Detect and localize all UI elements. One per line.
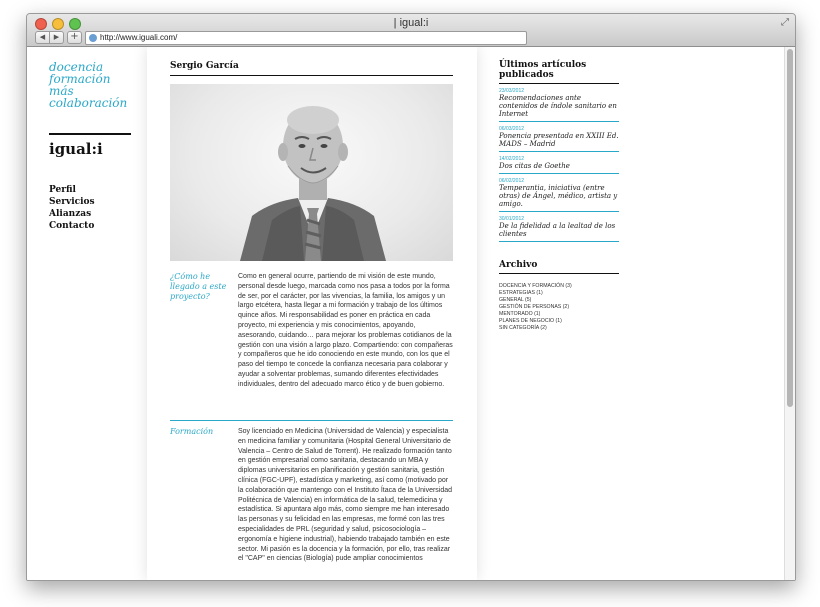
section-label: Formación bbox=[170, 427, 214, 436]
scrollbar-thumb[interactable] bbox=[787, 49, 793, 407]
section-divider bbox=[170, 420, 453, 421]
page-viewport bbox=[27, 47, 795, 580]
category-link[interactable]: MENTORADO (1) bbox=[499, 311, 541, 317]
site-tagline bbox=[49, 61, 127, 109]
article-date: 30/01/2012 bbox=[499, 216, 525, 222]
logo-divider bbox=[49, 133, 131, 135]
globe-icon bbox=[89, 34, 97, 42]
category-link[interactable]: ESTRATEGIAS (1) bbox=[499, 290, 543, 296]
main-nav bbox=[49, 184, 95, 232]
article-link[interactable]: Temperantia, iniciativa (entre otras) de Ángel, médico, artista y amigo. bbox=[499, 184, 618, 208]
article-link[interactable]: De la fidelidad a la lealtad de los clientes bbox=[499, 222, 616, 238]
nav-item-contacto[interactable]: Contacto bbox=[49, 221, 95, 231]
section-formacion bbox=[170, 427, 453, 580]
category-link[interactable]: GESTIÓN DE PERSONAS (2) bbox=[499, 304, 570, 310]
nav-item-perfil[interactable]: Perfil bbox=[49, 185, 76, 195]
tagline-line: colaboración bbox=[49, 96, 128, 110]
vertical-scrollbar[interactable] bbox=[784, 47, 795, 580]
article-link[interactable]: Ponencia presentada en XXIII Ed. MADS – Madrid bbox=[499, 132, 619, 148]
article-date: 14/02/2012 bbox=[499, 156, 525, 162]
archive bbox=[499, 260, 619, 332]
profile-column bbox=[147, 47, 477, 580]
article-link[interactable]: Dos citas de Goethe bbox=[499, 162, 570, 170]
nav-item-alianzas[interactable]: Alianzas bbox=[49, 209, 92, 219]
section-text: Como en general ocurre, partiendo de mi visión de este mundo, personal desde luego, marcada como nos pasa a todos por la forma de ser, por el carácter, por las vivencias, la familia, los amigos y un largo etcétera, hasta llegar a mi formación y trabajo de los últimos quince años. Mi responsabilidad es poner en práctica en cada proyecto, mi experiencia y mis conocimientos, apoyando, asesorando, cuidando… para mejorar los problemas cotidianos de la gestión con una visión a largo plazo. Compartiendo: con compañeras y compañeros que he ido conociendo en este mundo, con los que el paso del tiempo te concede la confianza necesaria para colaborar y ayudar a solventar problemas, sumando diferentes efectividades individuales, dentro del adecuado marco ético y de buen gobierno. bbox=[238, 273, 453, 388]
title-bar bbox=[27, 14, 795, 47]
profile-photo bbox=[170, 84, 453, 261]
category-link[interactable]: SIN CATEGORÍA (2) bbox=[499, 325, 547, 331]
heading-divider bbox=[499, 273, 619, 274]
title-divider bbox=[170, 75, 453, 76]
article-link[interactable]: Recomendaciones ante contenidos de índole sanitario en Internet bbox=[499, 94, 617, 118]
article-date: 06/03/2012 bbox=[499, 126, 525, 132]
section-label: ¿Cómo he llegado a este proyecto? bbox=[170, 272, 227, 301]
fullscreen-icon[interactable]: ⤢ bbox=[781, 17, 789, 28]
section-text: Soy licenciado en Medicina (Universidad de Valencia) y especialista en medicina familiar y comunitaria (Hospital General Universitario de Valencia – Centro de Salud de Torrent). He realizado formación tanto en gestión empresarial como sanitaria, destacando un MBA y diplomas universitarios en planificación y gestión sanitaria, gestión clínica (FGC-UPF), estadística y marketing, así como (motivado por la colaboración que mantengo con el Instituto Ítaca de la Universidad Politécnica de Valencia) en informática de la salud, telemedicina y estadística. Si apuntara algo más, como siempre me han interesado las personas y su felicidad en las empresas, me formé con las tres especialidades de PRL (seguridad y salud, psicosociología – ergonomía e higiene industrial), habiendo trabajado también en este sector. Mi pasión es la docencia y la formación, por ello, tras realizar el "CAP" en ciencias (Biología) pude ampliar conocimientos bbox=[238, 428, 453, 563]
portrait-image bbox=[170, 84, 453, 261]
site-logo[interactable]: igual:i bbox=[49, 140, 103, 158]
article-date: 23/03/2012 bbox=[499, 88, 525, 94]
section-como bbox=[170, 272, 453, 412]
article-item bbox=[499, 84, 619, 122]
nav-item-servicios[interactable]: Servicios bbox=[49, 197, 95, 207]
forward-button[interactable]: ▶ bbox=[50, 31, 64, 44]
category-list bbox=[499, 283, 619, 332]
tagline-line: formación bbox=[49, 72, 111, 86]
category-link[interactable]: PLANES DE NEGOCIO (1) bbox=[499, 318, 562, 324]
left-column bbox=[27, 47, 142, 580]
tagline-line: docencia bbox=[49, 60, 104, 74]
nav-buttons bbox=[35, 31, 64, 44]
tagline-line: más bbox=[49, 84, 74, 98]
right-column bbox=[499, 47, 619, 332]
archive-heading: Archivo bbox=[499, 260, 538, 270]
add-bookmark-button[interactable]: + bbox=[67, 31, 82, 44]
article-item bbox=[499, 174, 619, 212]
address-text: http://www.iguali.com/ bbox=[100, 33, 178, 42]
article-item bbox=[499, 122, 619, 152]
article-date: 06/02/2012 bbox=[499, 178, 525, 184]
article-item bbox=[499, 212, 619, 242]
back-button[interactable]: ◀ bbox=[35, 31, 50, 44]
category-link[interactable]: DOCENCIA Y FORMACIÓN (3) bbox=[499, 283, 572, 289]
articles-heading: Últimos artículos publicados bbox=[499, 60, 587, 80]
recent-articles bbox=[499, 47, 619, 242]
category-link[interactable]: GENERAL (5) bbox=[499, 297, 532, 303]
window-title: | igual:i bbox=[393, 17, 429, 29]
article-item bbox=[499, 152, 619, 174]
browser-window bbox=[26, 13, 796, 581]
address-bar[interactable] bbox=[85, 31, 527, 45]
page-title: Sergio García bbox=[170, 61, 239, 71]
